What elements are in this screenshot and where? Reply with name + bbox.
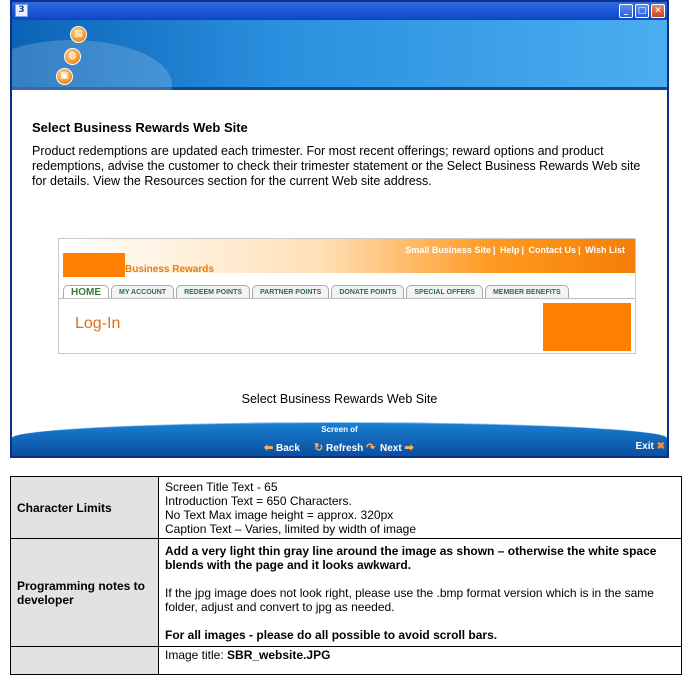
close-button[interactable]: ✕	[651, 4, 665, 18]
header-swoosh	[10, 40, 172, 130]
note-spacer	[165, 614, 675, 628]
image-caption: Select Business Rewards Web Site	[241, 392, 438, 406]
website-screenshot-image	[58, 238, 636, 354]
back-arrow-icon: ⬅	[264, 442, 274, 454]
exit-button[interactable]	[635, 441, 665, 452]
next-arrow-icon: ➡	[404, 442, 414, 454]
spec-label-programming-notes: Programming notes to developer	[11, 539, 159, 647]
screen-title: Select Business Rewards Web Site	[32, 120, 248, 135]
refresh-arrow-icon: ↷	[366, 442, 376, 454]
limit-screen-title: Screen Title Text - 65	[165, 479, 278, 494]
minimize-button[interactable]: _	[619, 4, 633, 18]
back-label: Back	[276, 443, 300, 454]
login-heading: Log-In	[75, 315, 121, 332]
note-gray-line: Add a very light thin gray line around the image as shown – otherwise the white space blends with the page and it looks awkward.	[165, 543, 657, 572]
site-logo-placeholder	[63, 253, 125, 277]
link-wish-list: Wish List	[585, 245, 625, 255]
intro-text: Product redemptions are updated each trimester. For most recent offerings; reward options and product redemptions, advise the customer to check their trimester statement or the Select Business Rewards Web site for details. View the Resources section for the current Web site address.	[32, 144, 641, 188]
site-promo-placeholder	[543, 303, 631, 351]
tab-member-benefits: MEMBER BENEFITS	[485, 285, 569, 299]
refresh-icon: ↻	[314, 442, 324, 454]
next-button[interactable]	[380, 441, 414, 454]
refresh-button[interactable]	[314, 441, 375, 454]
limit-intro-text: Introduction Text = 650 Characters.	[165, 493, 352, 508]
spec-row-image-title	[11, 647, 682, 675]
page-icon[interactable]: ▤	[70, 26, 87, 43]
back-button[interactable]	[264, 441, 300, 454]
spec-row-programming-notes	[11, 539, 682, 647]
note-scroll-bars: For all images - please do all possible to avoid scroll bars.	[165, 627, 498, 642]
link-contact-us: Contact Us	[528, 245, 577, 255]
site-brand: Business Rewards	[125, 264, 214, 275]
next-label: Next	[380, 443, 402, 454]
spec-label-character-limits: Character Limits	[11, 477, 159, 539]
globe-icon[interactable]: ◍	[64, 48, 81, 65]
exit-x-icon: ✖	[656, 441, 665, 452]
tab-my-account: MY ACCOUNT	[111, 285, 174, 299]
maximize-button[interactable]: □	[635, 4, 649, 18]
tab-home: HOME	[63, 285, 109, 299]
link-small-business-site: Small Business Site	[405, 245, 491, 255]
image-title-filename: SBR_website.JPG	[227, 648, 331, 662]
image-title-prefix: Image title:	[165, 648, 228, 662]
content-area	[32, 120, 652, 189]
app-window	[10, 0, 669, 458]
book-icon[interactable]: ▣	[56, 68, 73, 85]
app-icon: 3	[15, 4, 28, 17]
navigation-footer	[12, 422, 667, 458]
link-help: Help	[499, 245, 520, 255]
spec-label-empty	[11, 647, 159, 675]
tab-redeem-points: REDEEM POINTS	[176, 285, 250, 299]
site-top-links: Small Business Site | Help | Contact Us | Wish List	[405, 245, 625, 255]
spec-value-character-limits	[159, 477, 682, 539]
tab-special-offers: SPECIAL OFFERS	[406, 285, 483, 299]
refresh-label: Refresh	[326, 443, 364, 454]
limit-image-height: No Text Max image height = approx. 320px	[165, 507, 394, 522]
screen-counter: Screen of	[321, 425, 358, 434]
tab-partner-points: PARTNER POINTS	[252, 285, 329, 299]
site-nav-divider	[59, 298, 635, 299]
course-header-banner	[12, 20, 667, 90]
spec-table	[10, 476, 682, 675]
tab-donate-points: DONATE POINTS	[331, 285, 404, 299]
exit-label: Exit	[635, 441, 654, 452]
limit-caption-text: Caption Text – Varies, limited by width of image	[165, 521, 417, 536]
spec-row-character-limits	[11, 477, 682, 539]
note-bmp-format: If the jpg image does not look right, please use the .bmp format version which is in the same folder, adjust and convert to jpg as needed.	[165, 585, 654, 614]
site-nav-tabs	[63, 285, 569, 299]
spec-value-image-title	[159, 647, 682, 675]
spec-value-programming-notes	[159, 539, 682, 647]
note-spacer	[165, 572, 675, 586]
title-bar	[12, 2, 667, 20]
